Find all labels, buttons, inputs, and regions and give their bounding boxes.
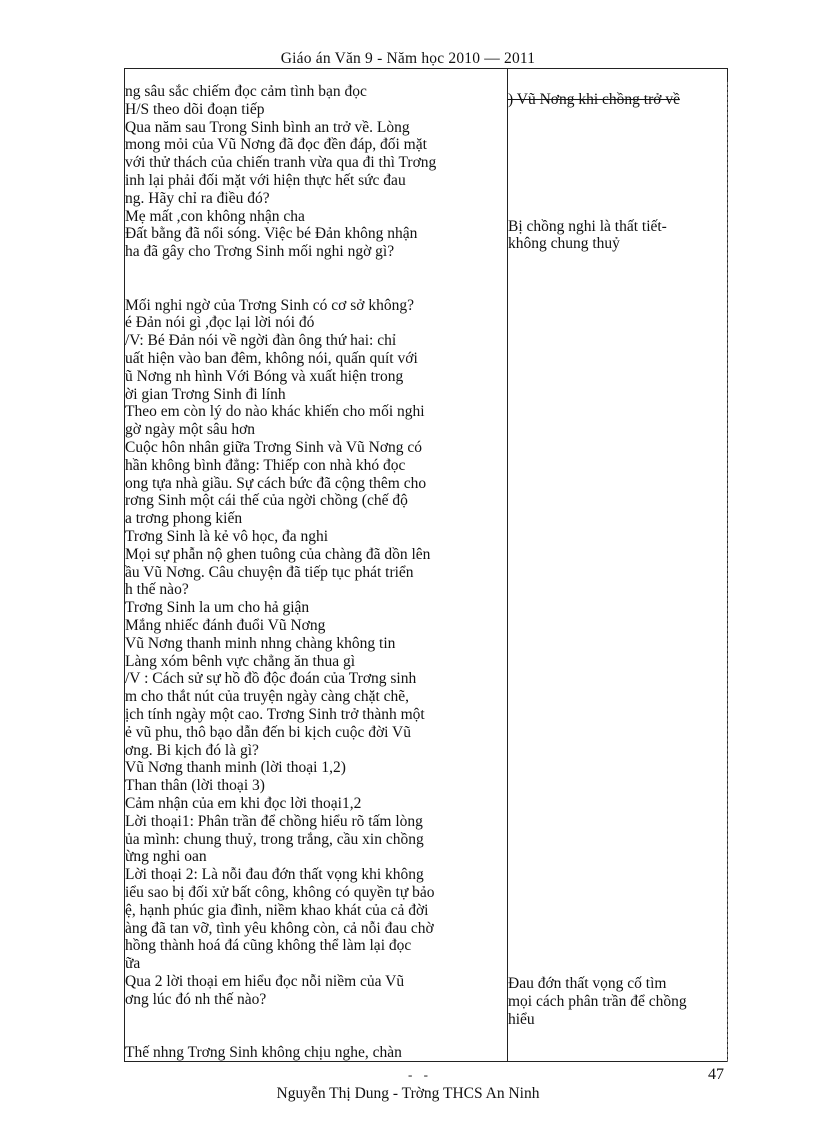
right-text-line: mọi cách phân trần để chồng xyxy=(508,993,687,1010)
page-header: Giáo án Văn 9 - Năm học 2010 — 2011 xyxy=(280,50,536,67)
left-text-line xyxy=(125,1026,501,1044)
left-text-line: a trơng phong kiến xyxy=(125,510,243,528)
left-text-line xyxy=(125,261,501,279)
left-text-line: ng. Hãy chỉ ra điều đó? xyxy=(125,189,270,207)
left-text-line: Trơng Sinh là kẻ vô học, đa nghi xyxy=(125,528,329,545)
left-text-line: hần không bình đẳng: Thiếp con nhà khó đọc xyxy=(125,456,406,474)
left-text-line: ong tựa nhà giầu. Sự cách bức đã cộng thêm cho xyxy=(125,474,427,492)
left-text-line xyxy=(125,279,501,297)
left-text-line: /V : Cách sử sự hồ đồ độc đoán của Trơng sinh xyxy=(125,670,417,688)
left-text-line: ữa xyxy=(125,955,141,973)
left-text-line: ời gian Trơng Sinh đi lính xyxy=(125,385,286,403)
right-text-line: ) Vũ Nơng khi chồng trở về xyxy=(508,91,680,108)
left-text-line: m cho thắt nút của truyện ngày càng chặt chẽ, xyxy=(125,688,410,706)
right-text-line: không chung thuỷ xyxy=(508,235,620,252)
left-text-line: ơng. Bi kịch đó là gì? xyxy=(125,741,259,759)
left-text-line: gờ ngày một sâu hơn xyxy=(125,421,256,439)
left-text-line: Thế nhng Trơng Sinh không chịu nghe, chàn xyxy=(125,1044,402,1062)
left-text-line: ừng nghi oan xyxy=(125,848,207,866)
left-text-line: é Đản nói gì ,đọc lại lời nói đó xyxy=(125,314,315,332)
left-text-line: ệ, hạnh phúc gia đình, niềm khao khát của cả đời xyxy=(125,901,429,919)
left-text-line: Lời thoại1: Phân trần để chồng hiểu rõ tấm lòng xyxy=(125,812,423,830)
left-text-line: Vũ Nơng thanh minh (lời thoại 1,2) xyxy=(125,759,346,777)
right-text-line: hiểu xyxy=(508,1011,535,1028)
left-text-line: Cuộc hôn nhân giữa Trơng Sinh và Vũ Nơng có xyxy=(125,439,423,456)
right-text-line: Đau đớn thất vọng cố tìm xyxy=(508,975,667,992)
left-text-line: ng sâu sắc chiếm đọc cảm tình bạn đọc xyxy=(125,83,367,100)
left-text-line: ầu Vũ Nơng. Câu chuyện đã tiếp tục phát triển xyxy=(125,563,414,581)
left-text-line: Mọi sự phẫn nộ ghen tuông của chàng đã dồn lên xyxy=(125,545,431,563)
left-text-line: Theo em còn lý do nào khác khiến cho mối nghi xyxy=(125,403,425,421)
left-text-line: ẻ vũ phu, thô bạo dẫn đến bi kịch cuộc đời Vũ xyxy=(125,723,411,741)
left-text-line: hồng thành hoá đá cũng không thể làm lại đọc xyxy=(125,937,412,955)
left-text-line: ơng lúc đó nh thế nào? xyxy=(125,990,267,1008)
left-text-line: với thử thách của chiến tranh vừa qua đi thì Trơng xyxy=(125,154,437,172)
left-text-line: ịch tính ngày một cao. Trơng Sinh trở thành một xyxy=(125,706,425,723)
left-text-line: rơng Sinh một cái thế của ngời chồng (chế độ xyxy=(125,492,408,510)
left-text-line: H/S theo dõi đoạn tiếp xyxy=(125,100,265,118)
left-text-line xyxy=(125,1009,501,1027)
left-text-line: Cảm nhận của em khi đọc lời thoại1,2 xyxy=(125,795,362,812)
left-text-line: mong mỏi của Vũ Nơng đã đọc đền đáp, đối mặt xyxy=(125,136,427,154)
left-text-line: ha đã gây cho Trơng Sinh mối nghi ngờ gì? xyxy=(125,243,395,261)
left-text-line: Qua năm sau Trong Sinh bình an trở về. Lòng xyxy=(125,118,410,136)
left-text-line: Lời thoại 2: Là nỗi đau đớn thất vọng khi không xyxy=(125,866,424,884)
left-text-line: Mối nghi ngờ của Trơng Sinh có cơ sở không? xyxy=(125,296,414,314)
left-text-line: h thế nào? xyxy=(125,581,189,599)
left-text-line: àng đã tan vỡ, tình yêu không còn, cả nỗi đau chờ xyxy=(125,919,434,937)
left-text-line: Đất bằng đã nổi sóng. Việc bé Đản không nhận xyxy=(125,225,418,243)
left-text-line: ủa mình: chung thuỷ, trong trắng, cầu xin chồng xyxy=(125,830,424,848)
left-text-line: iểu sao bị đối xử bất công, không có quyền tự bảo xyxy=(125,884,435,901)
left-text-line: Làng xóm bênh vực chẳng ăn thua gì xyxy=(125,652,356,670)
left-text-line: /V: Bé Đản nói về ngời đàn ông thứ hai: chỉ xyxy=(125,332,397,350)
left-text-line: uất hiện vào ban đêm, không nói, quấn quít với xyxy=(125,350,418,367)
page-footer: Nguyễn Thị Dung - Trờng THCS An Ninh xyxy=(276,1085,540,1102)
left-text-line: Qua 2 lời thoại em hiểu đọc nỗi niềm của Vũ xyxy=(125,973,405,990)
left-text-line: Trơng Sinh la um cho hả giận xyxy=(125,599,310,617)
right-text-line: Bị chồng nghi là thất tiết- xyxy=(508,218,667,235)
page-number: 47 xyxy=(708,1066,724,1083)
left-text-line: Mắng nhiếc đánh đuổi Vũ Nơng xyxy=(125,617,326,634)
footer-dashes: - - xyxy=(408,1067,432,1082)
left-text-line: inh lại phải đối mặt với hiện thực hết sức đau xyxy=(125,172,406,189)
left-text-line: ũ Nơng nh hình Với Bóng và xuất hiện trong xyxy=(125,367,404,385)
left-text-line: Than thân (lời thoại 3) xyxy=(125,777,265,795)
left-text-line: Mẹ mất ,con không nhận cha xyxy=(125,207,305,225)
left-text-line: Vũ Nơng thanh minh nhng chàng không tin xyxy=(125,634,396,652)
